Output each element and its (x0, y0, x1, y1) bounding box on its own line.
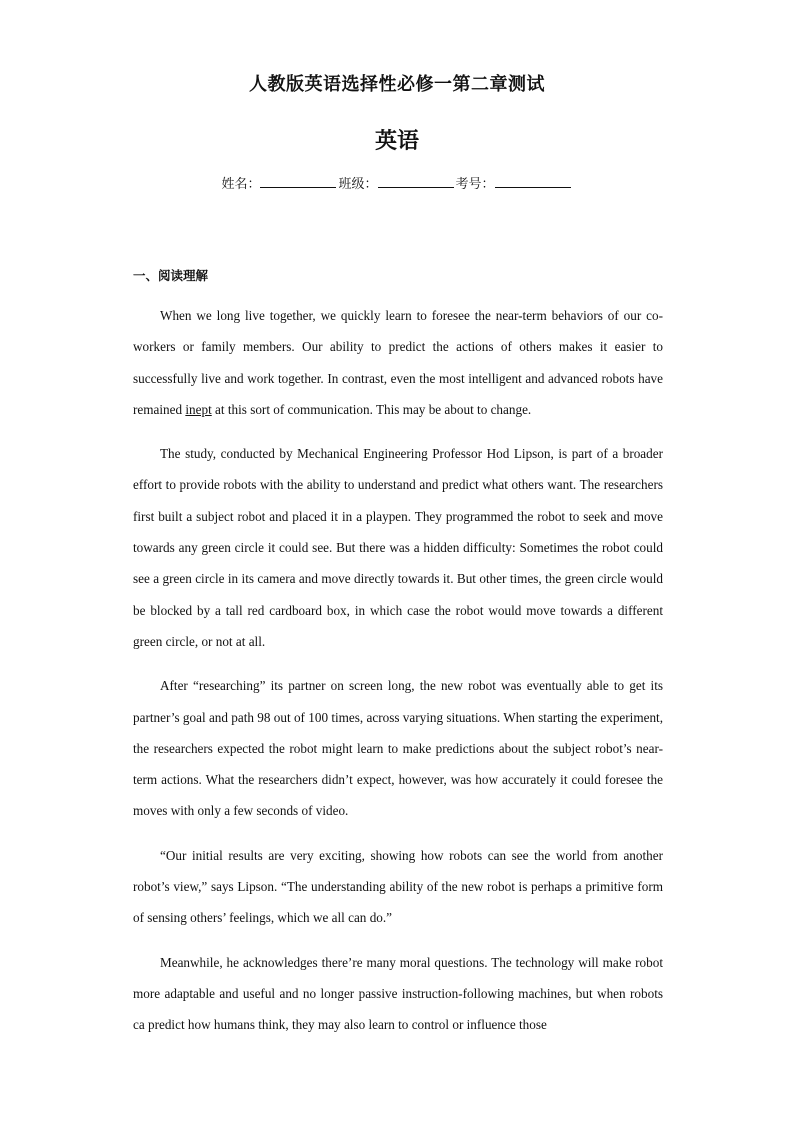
student-info-line (0, 173, 794, 192)
paragraph-4: “Our initial results are very exciting, showing how robots can see the world from another robot’s view,” says Lipson. “The understanding ability of the new robot is perhaps a primitive form of sensing others’ feelings, which we all can do.” (133, 847, 663, 926)
name-label: 姓名： (221, 177, 261, 192)
class-label: 班级： (338, 177, 378, 192)
subject-heading: 英语 (374, 129, 419, 154)
exam-title: 人教版英语选择性必修一第二章测试 (249, 74, 545, 95)
underlined-word: inept (185, 401, 212, 417)
class-blank (378, 173, 454, 188)
paragraph-3: After “researching” its partner on screen long, the new robot was eventually able to get its partner’s goal and path 98 out of 100 times, across varying situations. When starting the experiment, the researchers expected the robot might learn to make predictions about the subject robot’s near-term actions. What the researchers didn’t expect, however, was how accurately it could foresee the moves with only a few seconds of video. (133, 678, 663, 819)
paragraph-5: Meanwhile, he acknowledges there’re many moral questions. The technology will make robot more adaptable and useful and no longer passive instruction-following machines, but when robots ca predict how humans think, they may also learn to control or influence those (133, 954, 663, 1033)
paragraph-1-text-b: at this sort of communication. This may be about to change. (211, 401, 532, 417)
paragraph-2: The study, conducted by Mechanical Engineering Professor Hod Lipson, is part of a broader effort to provide robots with the ability to understand and predict what others want. The researchers first built a subject robot and placed it in a playpen. They programmed the robot to seek and move towards any green circle it could see. But there was a hidden difficulty: Sometimes the robot could see a green circle in its camera and move directly towards it. But other times, the green circle would be blocked by a tall red cardboard box, in which case the robot would move towards a different green circle, or not at all. (133, 446, 663, 649)
exam-number-blank (495, 173, 571, 188)
paragraph-1 (133, 300, 663, 425)
name-blank (260, 173, 336, 188)
exam-number-label: 考号： (455, 177, 495, 192)
paragraph-1-text-a: When we long live together, we quickly learn to foresee the near-term behaviors of our co-workers or family members. Our ability to predict the actions of others makes it easier to successfully live and work together. In contrast, even the most intelligent and advanced robots have remained (133, 308, 663, 417)
reading-passage (133, 300, 663, 1054)
section-heading: 一、阅读理解 (133, 268, 209, 283)
